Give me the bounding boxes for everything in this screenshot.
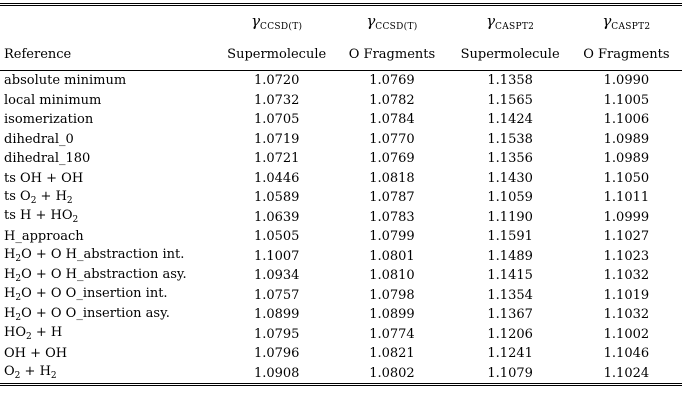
value-cell: 1.1241 — [487, 346, 533, 362]
table-row — [0, 344, 682, 364]
value-cell: 1.0810 — [369, 268, 415, 284]
value-cell: 1.1079 — [450, 364, 571, 385]
reference-cell: H_approach — [4, 229, 84, 245]
table-row — [0, 227, 682, 247]
value-cell: 1.0705 — [253, 112, 300, 128]
value-cell: 1.0783 — [369, 209, 415, 225]
value-cell: 1.0770 — [369, 131, 415, 147]
value-cell: 1.0990 — [603, 73, 650, 89]
reference-cell: isomerization — [4, 112, 94, 128]
gamma-header-row — [0, 5, 682, 40]
reference-cell: $HO_2 + H$ — [4, 325, 63, 343]
column-label-1: Supermolecule — [219, 39, 334, 71]
gamma-subscript: CASPT2 — [495, 21, 535, 32]
value-cell: 1.0796 — [253, 346, 300, 362]
value-cell: 1.0795 — [253, 326, 300, 342]
table-body — [0, 71, 682, 385]
reference-cell: OH + OH — [4, 346, 68, 362]
gamma-symbol: γ — [366, 11, 376, 30]
value-cell: 1.0505 — [253, 229, 300, 245]
value-cell: 1.1005 — [603, 92, 650, 108]
value-cell: 1.1032 — [603, 268, 650, 284]
table-row — [0, 208, 682, 228]
reference-cell: ts $O_2 + H_2$ — [4, 188, 73, 206]
gamma-symbol: γ — [486, 11, 496, 30]
reference-cell: $H_2O + O$ H_abstraction asy. — [4, 266, 187, 284]
value-cell: 1.1354 — [487, 287, 533, 303]
value-cell: 1.0774 — [369, 326, 415, 342]
value-cell: 1.0989 — [603, 131, 650, 147]
value-cell: 1.0719 — [253, 131, 300, 147]
table-row — [0, 364, 682, 385]
value-cell: 1.1591 — [487, 229, 533, 245]
table-row — [0, 110, 682, 130]
value-cell: 1.1424 — [487, 112, 533, 128]
gamma-subscript: CCSD(T) — [260, 21, 303, 32]
value-cell: 1.0899 — [253, 307, 300, 323]
reference-cell: ts OH + OH — [4, 170, 84, 186]
header-gamma-1 — [219, 5, 334, 40]
reference-cell: dihedral_180 — [4, 151, 91, 167]
gamma-symbol: γ — [602, 11, 612, 30]
table-row — [0, 286, 682, 306]
column-label-2: O Fragments — [334, 39, 449, 71]
reference-cell: $H_2O + O$ H_abstraction int. — [4, 247, 185, 265]
value-cell: 1.0818 — [369, 170, 415, 186]
value-cell: 1.0446 — [253, 170, 300, 186]
table-row — [0, 325, 682, 345]
value-cell: 1.0801 — [369, 248, 415, 264]
value-cell: 1.0720 — [253, 73, 300, 89]
label-header-row — [0, 39, 682, 71]
value-cell: 1.0798 — [369, 287, 415, 303]
value-cell: 1.0989 — [603, 151, 650, 167]
gamma-symbol: γ — [251, 11, 261, 30]
value-cell: 1.1430 — [487, 170, 533, 186]
value-cell: 1.0721 — [253, 151, 300, 167]
value-cell: 1.1007 — [253, 248, 300, 264]
reference-cell: $H_2O + O$ O_insertion int. — [4, 286, 168, 304]
gamma-subscript: CCSD(T) — [375, 21, 418, 32]
value-cell: 1.1565 — [487, 92, 533, 108]
value-cell: 1.1415 — [487, 268, 533, 284]
column-label-4: O Fragments — [571, 39, 682, 71]
value-cell: 1.0802 — [334, 364, 449, 385]
value-cell: 1.0799 — [369, 229, 415, 245]
value-cell: 1.0934 — [253, 268, 300, 284]
value-cell: 1.1356 — [487, 151, 533, 167]
results-table — [0, 3, 682, 386]
value-cell: 1.1046 — [603, 346, 650, 362]
table-row — [0, 266, 682, 286]
reference-cell: ts $H + HO_2$ — [4, 208, 79, 226]
table-row — [0, 130, 682, 150]
gamma-subscript: CASPT2 — [611, 21, 651, 32]
table-row — [0, 71, 682, 91]
header-gamma-3 — [450, 5, 571, 40]
value-cell: 1.0589 — [253, 190, 300, 206]
value-cell: 1.1032 — [603, 307, 650, 323]
table-row — [0, 169, 682, 189]
value-cell: 1.1023 — [603, 248, 650, 264]
value-cell: 1.1538 — [487, 131, 533, 147]
header-empty-cell — [0, 5, 219, 40]
value-cell: 1.1489 — [487, 248, 533, 264]
value-cell: 1.1190 — [487, 209, 533, 225]
value-cell: 1.0639 — [253, 209, 300, 225]
value-cell: 1.0908 — [219, 364, 334, 385]
value-cell: 1.0821 — [369, 346, 415, 362]
reference-cell: $O_2 + H_2$ — [0, 364, 219, 385]
column-label-3: Supermolecule — [450, 39, 571, 71]
reference-cell: $H_2O + O$ O_insertion asy. — [4, 305, 170, 323]
value-cell: 1.1019 — [603, 287, 650, 303]
value-cell: 1.1027 — [603, 229, 650, 245]
value-cell: 1.0784 — [369, 112, 415, 128]
value-cell: 1.1358 — [487, 73, 533, 89]
value-cell: 1.0732 — [253, 92, 300, 108]
table-row — [0, 305, 682, 325]
value-cell: 1.0899 — [369, 307, 415, 323]
value-cell: 1.1367 — [487, 307, 533, 323]
value-cell: 1.0769 — [369, 73, 415, 89]
header-gamma-4 — [571, 5, 682, 40]
reference-cell: absolute minimum — [4, 73, 127, 89]
value-cell: 1.0769 — [369, 151, 415, 167]
value-cell: 1.1050 — [603, 170, 650, 186]
value-cell: 1.1024 — [571, 364, 682, 385]
value-cell: 1.0787 — [369, 190, 415, 206]
table-row — [0, 247, 682, 267]
table-row — [0, 91, 682, 111]
header-gamma-2 — [334, 5, 449, 40]
value-cell: 1.0999 — [603, 209, 650, 225]
table-row — [0, 149, 682, 169]
value-cell: 1.1006 — [603, 112, 650, 128]
reference-header: Reference — [0, 39, 219, 71]
reference-cell: dihedral_0 — [4, 131, 74, 147]
value-cell: 1.0782 — [369, 92, 415, 108]
value-cell: 1.1002 — [603, 326, 650, 342]
reference-cell: local minimum — [4, 92, 102, 108]
table-row — [0, 188, 682, 208]
value-cell: 1.1206 — [487, 326, 533, 342]
value-cell: 1.1011 — [603, 190, 650, 206]
value-cell: 1.0757 — [253, 287, 300, 303]
value-cell: 1.1059 — [487, 190, 533, 206]
